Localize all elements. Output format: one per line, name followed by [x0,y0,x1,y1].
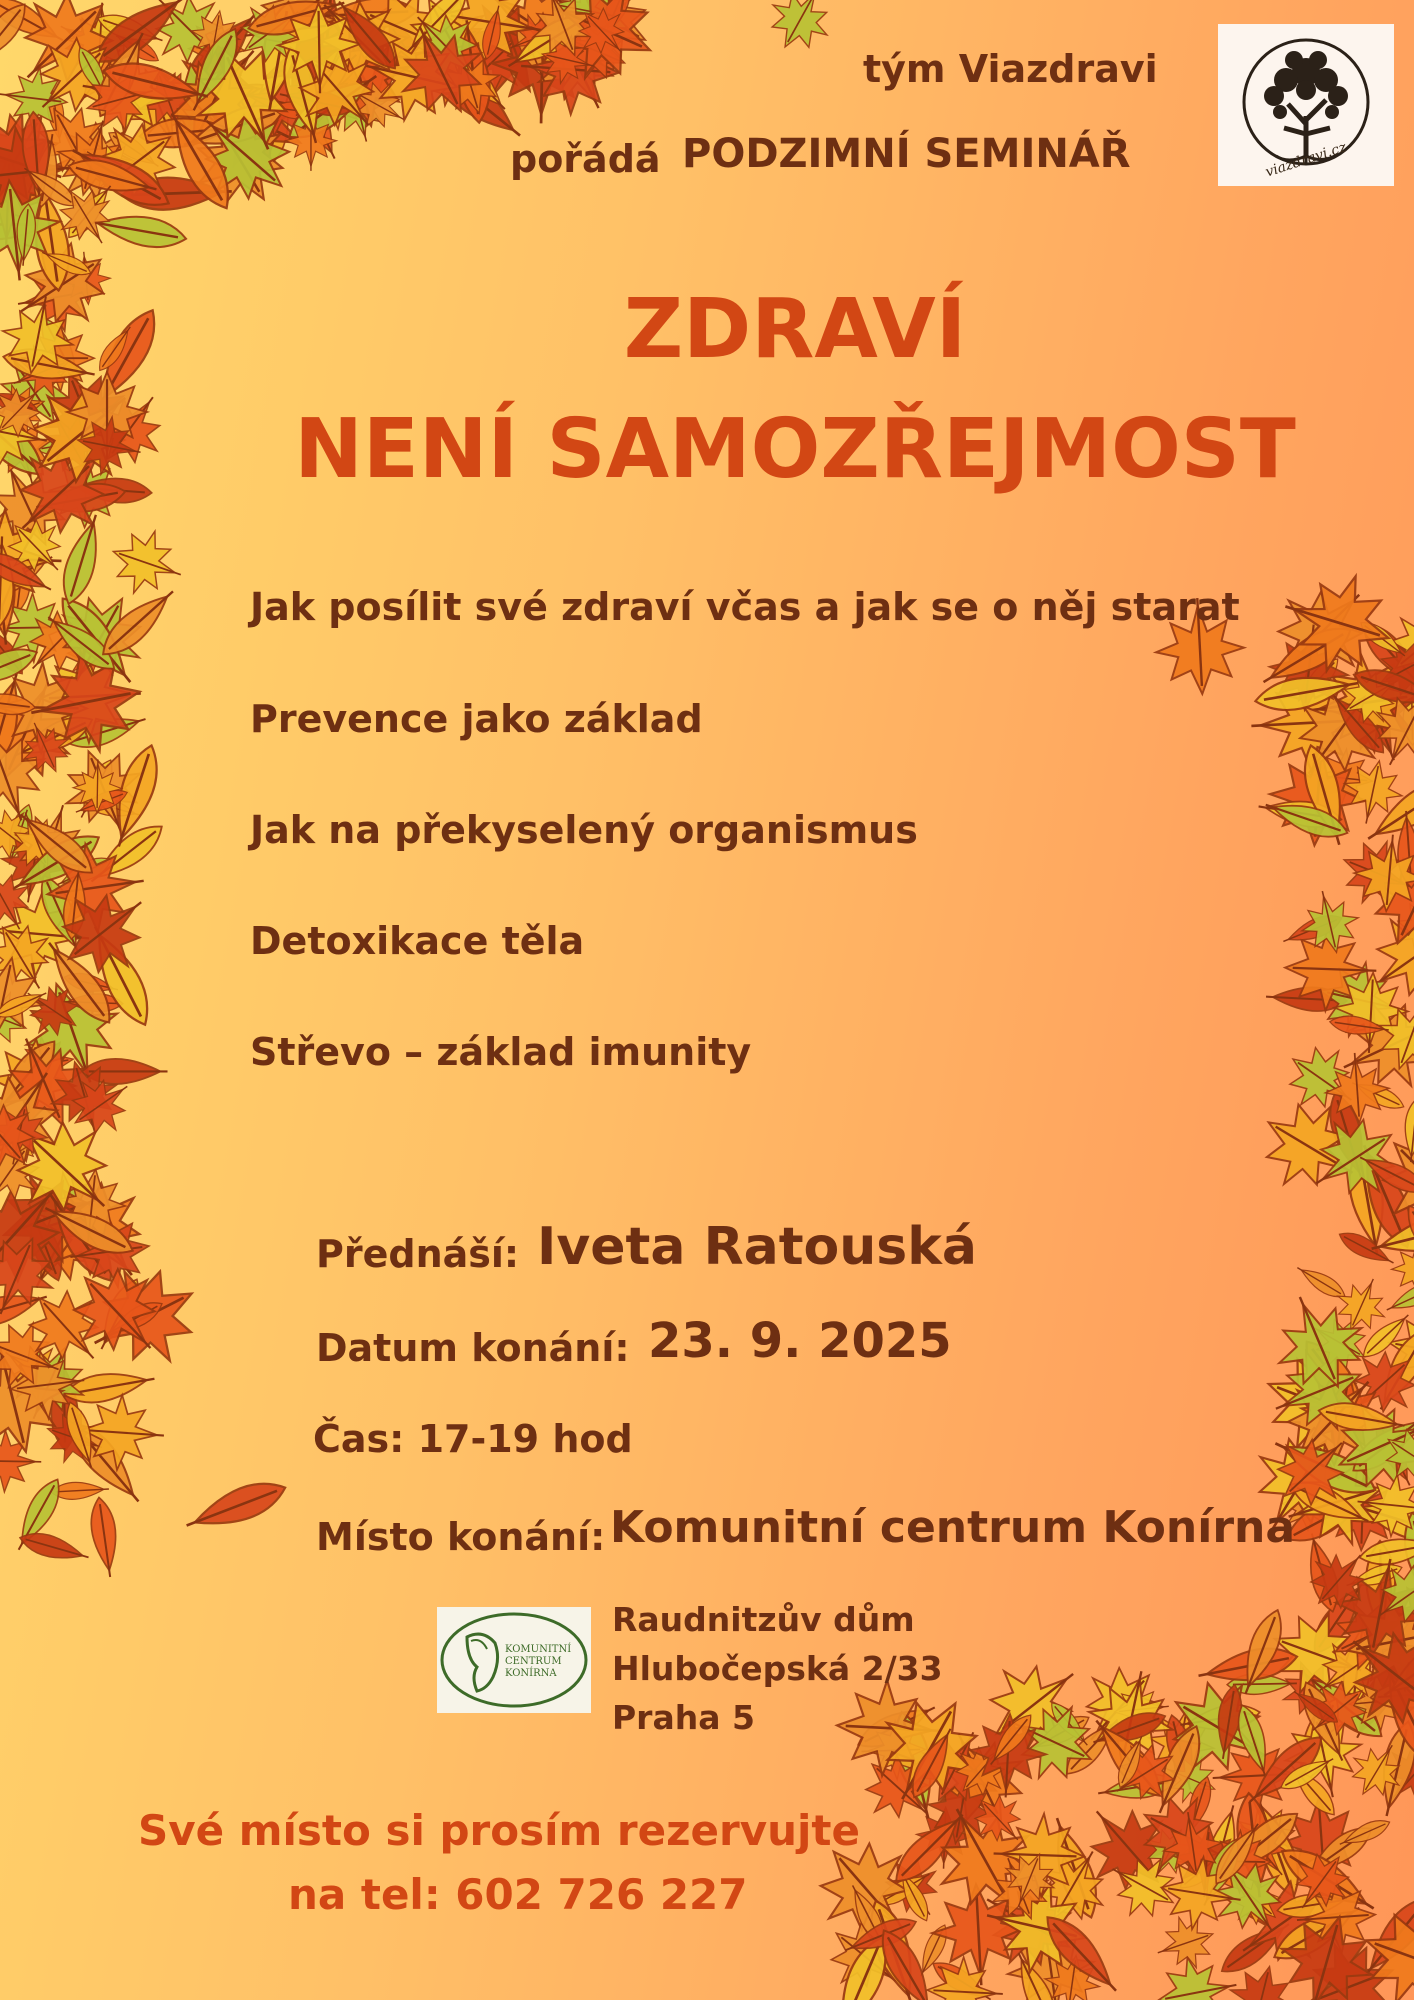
konirna-logo-text: KOMUNITNÍ CENTRUM KONÍRNA [505,1644,572,1679]
topic-item: Jak na překyselený organismus [250,808,918,852]
place-label: Místo konání: [316,1515,606,1559]
topic-item: Střevo – základ imunity [250,1030,752,1074]
konirna-logo [437,1607,591,1713]
reservation-line1: Své místo si prosím rezervujte [138,1806,860,1855]
reservation-phone: na tel: 602 726 227 [288,1870,748,1919]
lecturer-label: Přednáší: [316,1232,520,1276]
organizer-presents: pořádá [510,137,661,181]
organizer-team: tým Viazdravi [863,47,1158,91]
address-line: Hlubočepská 2/33 [612,1649,943,1688]
address-line: Praha 5 [612,1698,755,1737]
viazdravi-logo [1218,24,1394,186]
event-date: 23. 9. 2025 [648,1313,952,1369]
event-time: Čas: 17-19 hod [313,1417,633,1461]
topic-item: Prevence jako základ [250,697,703,741]
event-type: PODZIMNÍ SEMINÁŘ [682,131,1131,177]
event-place: Komunitní centrum Konírna [610,1502,1296,1553]
page-title-line2: NENÍ SAMOZŘEJMOST [294,402,1296,497]
topic-item: Detoxikace těla [250,919,585,963]
page-title-line1: ZDRAVÍ [623,282,967,377]
lecturer-name: Iveta Ratouská [537,1217,977,1277]
date-label: Datum konání: [316,1326,630,1370]
address-line: Raudnitzův dům [612,1600,915,1639]
viazdravi-logo-text: viazdravi.cz [1263,139,1349,181]
topic-item: Jak posílit své zdraví včas a jak se o něj starat [250,585,1240,629]
